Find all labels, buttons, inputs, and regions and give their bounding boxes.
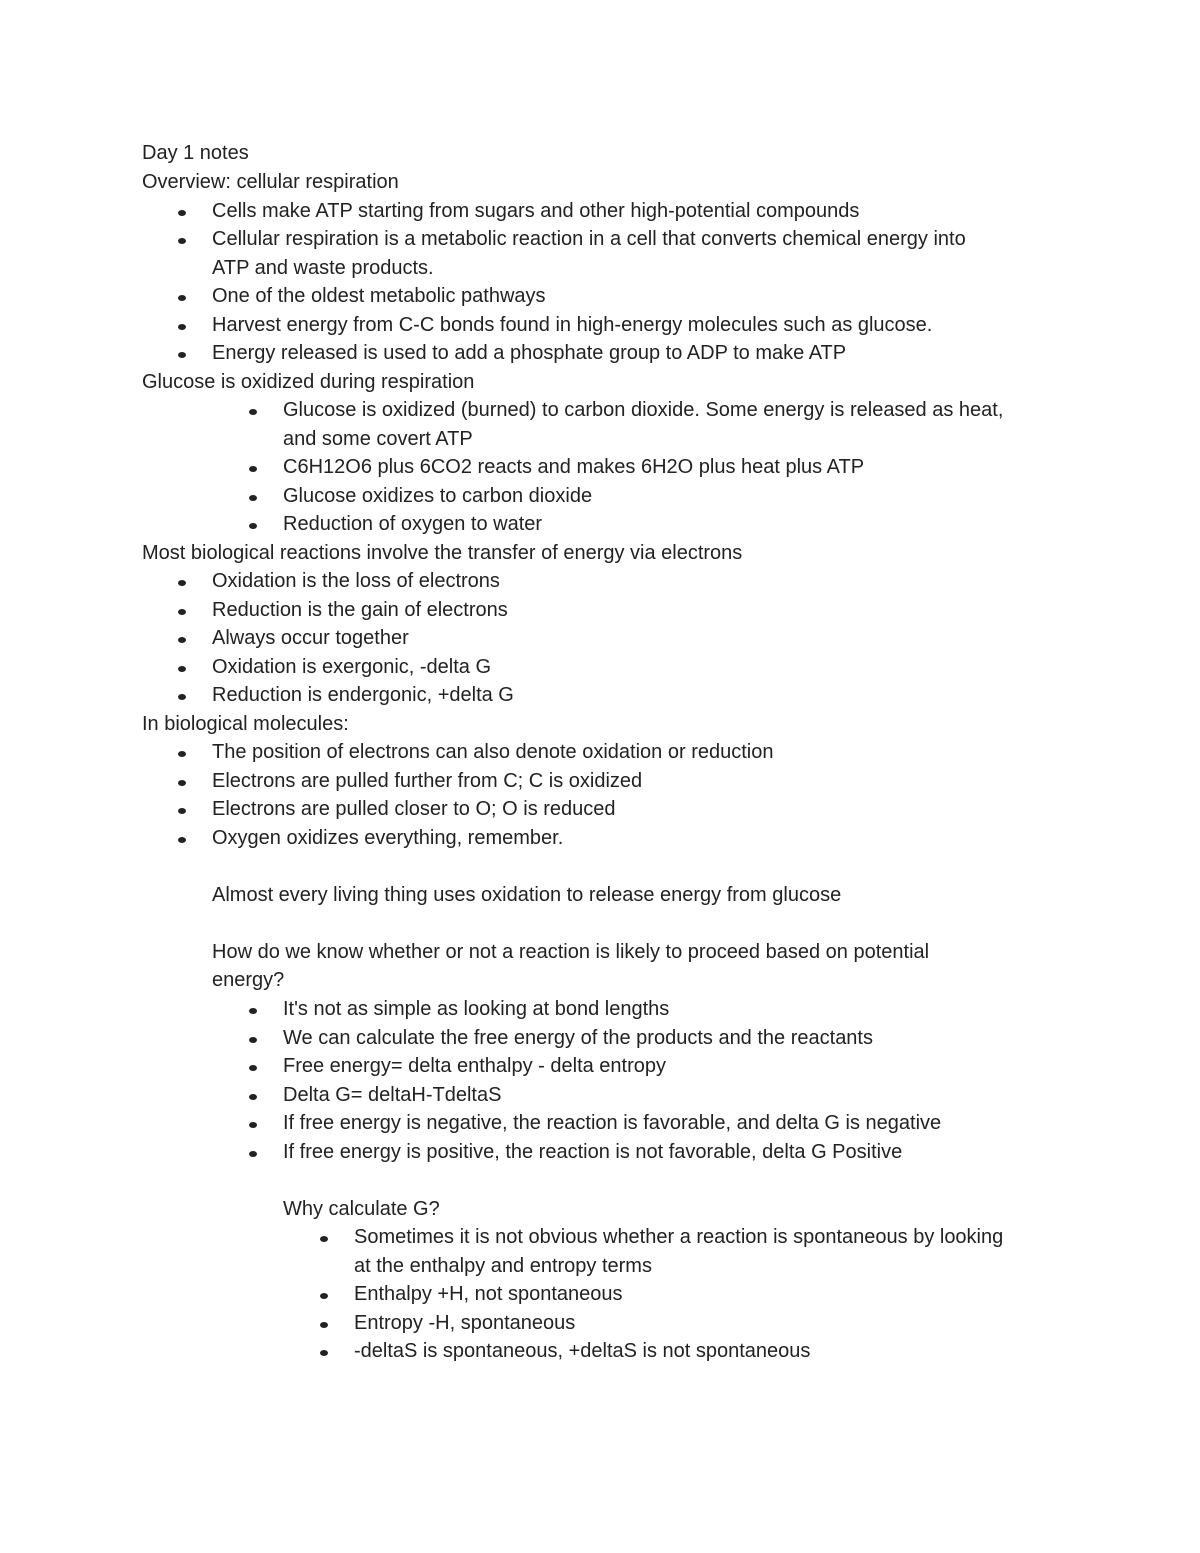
section-heading: Overview: cellular respiration — [142, 171, 399, 193]
list-item: If free energy is negative, the reaction is favorable, and delta G is negative — [283, 1112, 942, 1134]
list-item: Always occur together — [212, 627, 409, 649]
list-item: Electrons are pulled closer to O; O is reduced — [212, 798, 616, 820]
list-item: Reduction is the gain of electrons — [212, 599, 508, 621]
list-item: -deltaS is spontaneous, +deltaS is not spontaneous — [354, 1340, 811, 1362]
paragraph: How do we know whether or not a reaction is likely to proceed based on potential — [212, 941, 930, 963]
list-item-continuation: ATP and waste products. — [212, 257, 434, 279]
bullet-icon — [249, 466, 257, 472]
bullet-icon — [178, 238, 186, 244]
list-item: Oxidation is the loss of electrons — [212, 570, 500, 592]
bullet-icon — [249, 1008, 257, 1014]
section-heading: Most biological reactions involve the transfer of energy via electrons — [142, 542, 743, 564]
notes-title: Day 1 notes — [142, 142, 249, 164]
list-item: Reduction of oxygen to water — [283, 513, 543, 535]
bullet-icon — [249, 523, 257, 529]
list-item: C6H12O6 plus 6CO2 reacts and makes 6H2O plus heat plus ATP — [283, 456, 865, 478]
list-item: Cellular respiration is a metabolic reaction in a cell that converts chemical energy into — [212, 228, 966, 250]
list-item: It's not as simple as looking at bond lengths — [283, 998, 670, 1020]
bullet-icon — [178, 751, 186, 757]
bullet-icon — [249, 1122, 257, 1128]
bullet-icon — [178, 637, 186, 643]
bullet-icon — [178, 210, 186, 216]
bullet-icon — [249, 409, 257, 415]
list-item: Glucose oxidizes to carbon dioxide — [283, 485, 593, 507]
paragraph: Almost every living thing uses oxidation to release energy from glucose — [212, 884, 842, 906]
bullet-icon — [249, 1065, 257, 1071]
list-item: Harvest energy from C-C bonds found in high-energy molecules such as glucose. — [212, 314, 933, 336]
bullet-icon — [178, 352, 186, 358]
bullet-icon — [178, 780, 186, 786]
bullet-icon — [320, 1350, 328, 1356]
list-item: Oxidation is exergonic, -delta G — [212, 656, 492, 678]
paragraph: Why calculate G? — [283, 1198, 440, 1220]
list-item-continuation: at the enthalpy and entropy terms — [354, 1255, 652, 1277]
bullet-icon — [178, 295, 186, 301]
list-item: Cells make ATP starting from sugars and other high-potential compounds — [212, 200, 860, 222]
list-item: If free energy is positive, the reaction is not favorable, delta G Positive — [283, 1141, 903, 1163]
list-item: Electrons are pulled further from C; C is oxidized — [212, 770, 643, 792]
list-item: Enthalpy +H, not spontaneous — [354, 1283, 623, 1305]
list-item: Sometimes it is not obvious whether a reaction is spontaneous by looking — [354, 1226, 1004, 1248]
bullet-icon — [249, 1151, 257, 1157]
bullet-icon — [178, 837, 186, 843]
bullet-icon — [178, 694, 186, 700]
bullet-icon — [178, 666, 186, 672]
section-heading: In biological molecules: — [142, 713, 349, 735]
bullet-icon — [249, 1094, 257, 1100]
list-item: We can calculate the free energy of the products and the reactants — [283, 1027, 873, 1049]
list-item: Energy released is used to add a phosphate group to ADP to make ATP — [212, 342, 847, 364]
list-item: Delta G= deltaH-TdeltaS — [283, 1084, 502, 1106]
bullet-icon — [320, 1322, 328, 1328]
list-item: Oxygen oxidizes everything, remember. — [212, 827, 564, 849]
bullet-icon — [178, 808, 186, 814]
bullet-icon — [178, 609, 186, 615]
bullet-icon — [320, 1293, 328, 1299]
bullet-icon — [178, 580, 186, 586]
bullet-icon — [320, 1236, 328, 1242]
list-item: Glucose is oxidized (burned) to carbon dioxide. Some energy is released as heat, — [283, 399, 1004, 421]
list-item: One of the oldest metabolic pathways — [212, 285, 546, 307]
section-heading: Glucose is oxidized during respiration — [142, 371, 475, 393]
list-item: The position of electrons can also denote oxidation or reduction — [212, 741, 774, 763]
list-item: Entropy -H, spontaneous — [354, 1312, 576, 1334]
bullet-icon — [178, 324, 186, 330]
paragraph-continuation: energy? — [212, 969, 285, 991]
bullet-icon — [249, 495, 257, 501]
bullet-icon — [249, 1037, 257, 1043]
list-item: Reduction is endergonic, +delta G — [212, 684, 514, 706]
list-item: Free energy= delta enthalpy - delta entropy — [283, 1055, 667, 1077]
list-item-continuation: and some covert ATP — [283, 428, 473, 450]
